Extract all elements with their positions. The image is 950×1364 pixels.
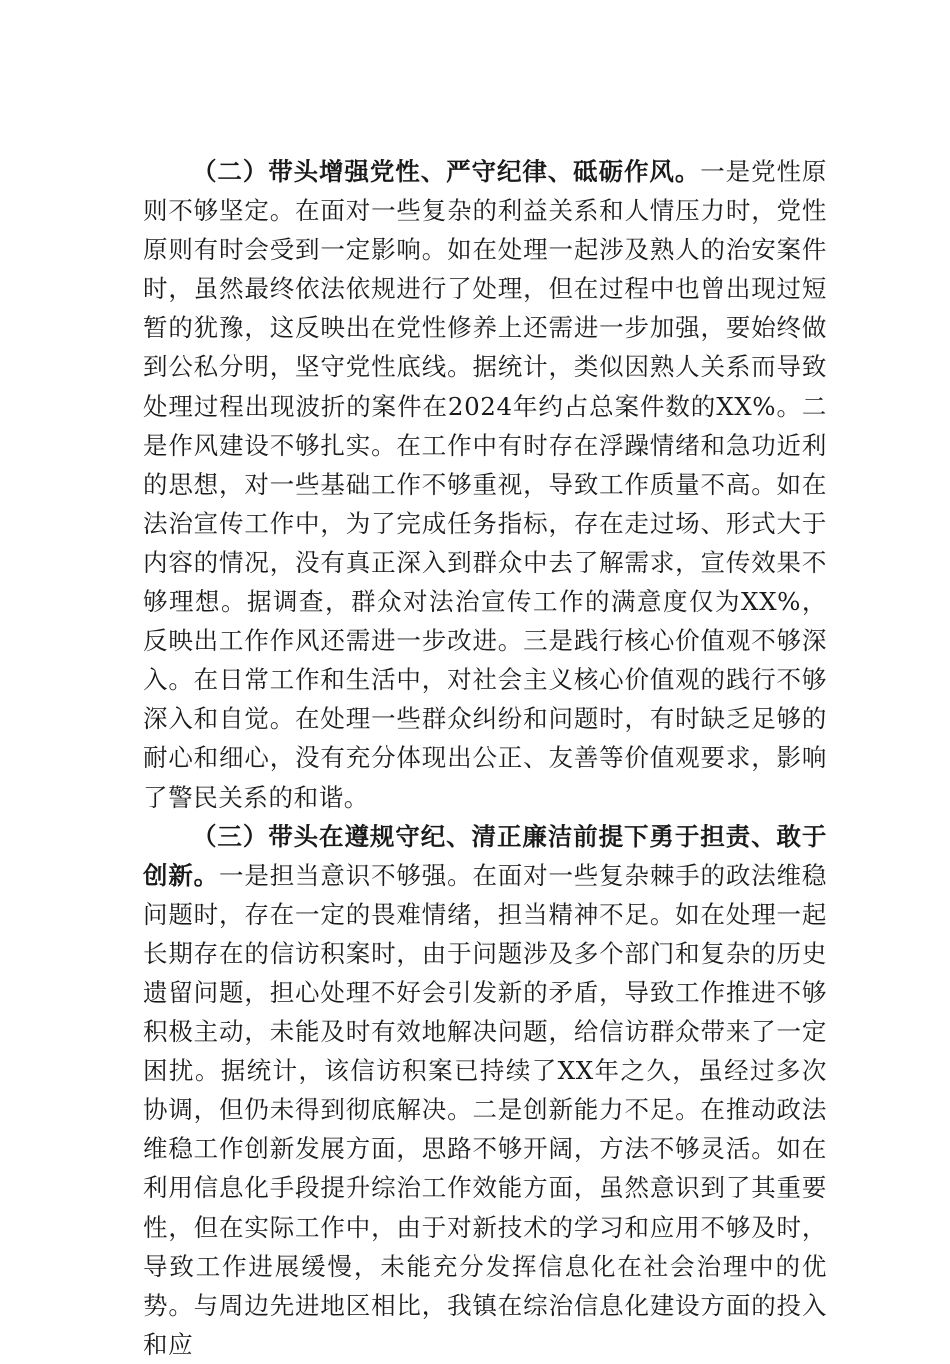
- paragraph-section-2: [143, 152, 827, 817]
- section-heading-2: （二）带头增强党性、严守纪律、砥砺作风。: [192, 157, 701, 186]
- section-body-3: 一是担当意识不够强。在面对一些复杂棘手的政法维稳问题时，存在一定的畏难情绪，担当精神不足。如在处理一起长期存在的信访积案时，由于问题涉及多个部门和复杂的历史遗留问题，担心处理不好会引发新的矛盾，导致工作推进不够积极主动，未能及时有效地解决问题，给信访群众带来了一定困扰。据统计，该信访积案已持续了XX年之久，虽经过多次协调，但仍未得到彻底解决。二是创新能力不足。在推动政法维稳工作创新发展方面，思路不够开阔，方法不够灵活。如在利用信息化手段提升综治工作效能方面，虽然意识到了其重要性，但在实际工作中，由于对新技术的学习和应用不够及时，导致工作进展缓慢，未能充分发挥信息化在社会治理中的优势。与周边先进地区相比，我镇在综治信息化建设方面的投入和应: [143, 860, 827, 1359]
- section-heading-3: （三）带头在遵规守纪、清正廉洁前提下勇于担责、敢于创新。: [143, 821, 827, 890]
- paragraph-section-3: [143, 817, 827, 1364]
- document-body: [143, 152, 827, 1364]
- section-body-2: 一是党性原则不够坚定。在面对一些复杂的利益关系和人情压力时，党性原则有时会受到一定影响。如在处理一起涉及熟人的治安案件时，虽然最终依法依规进行了处理，但在过程中也曾出现过短暂的犹豫，这反映出在党性修养上还需进一步加强，要始终做到公私分明，坚守党性底线。据统计，类似因熟人关系而导致处理过程出现波折的案件在2024年约占总案件数的XX%。二是作风建设不够扎实。在工作中有时存在浮躁情绪和急功近利的思想，对一些基础工作不够重视，导致工作质量不高。如在法治宣传工作中，为了完成任务指标，存在走过场、形式大于内容的情况，没有真正深入到群众中去了解需求，宣传效果不够理想。据调查，群众对法治宣传工作的满意度仅为XX%，反映出工作作风还需进一步改进。三是践行核心价值观不够深入。在日常工作和生活中，对社会主义核心价值观的践行不够深入和自觉。在处理一些群众纠纷和问题时，有时缺乏足够的耐心和细心，没有充分体现出公正、友善等价值观要求，影响了警民关系的和谐。: [143, 157, 827, 812]
